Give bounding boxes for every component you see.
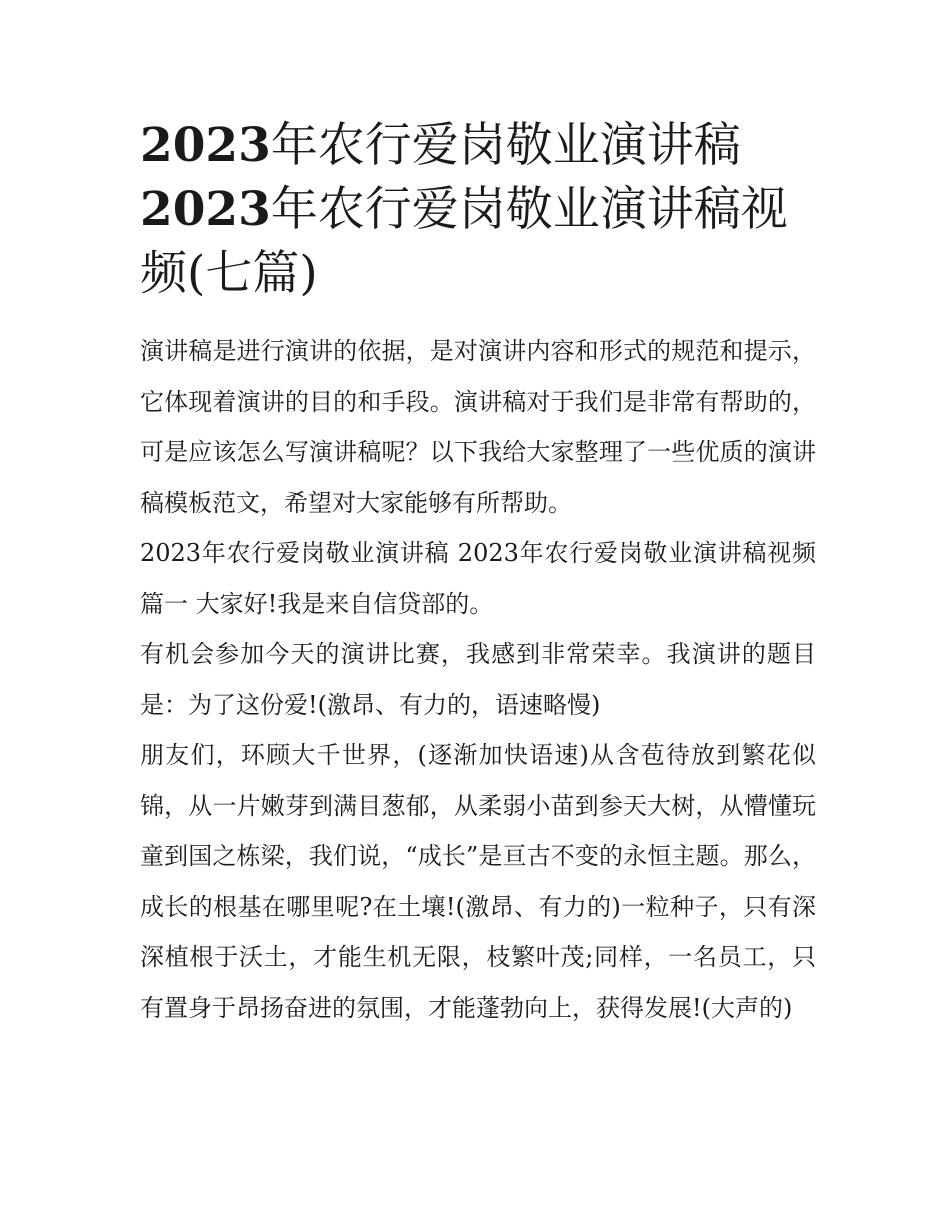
paragraph-topic: 有机会参加今天的演讲比赛，我感到非常荣幸。我演讲的题目是：为了这份爱!(激昂、有力的，语速略慢) [140,640,816,719]
paragraph-intro: 演讲稿是进行演讲的依据，是对演讲内容和形式的规范和提示，它体现着演讲的目的和手段。演讲稿对于我们是非常有帮助的，可是应该怎么写演讲稿呢？以下我给大家整理了一些优质的演讲稿模板范文，希望对大家能够有所帮助。 [140,337,816,517]
document-title [140,114,816,306]
title-year-1: 2023 [140,118,271,173]
paragraph-body: 朋友们，环顾大千世界，(逐渐加快语速)从含苞待放到繁花似锦，从一片嫩芽到满目葱郁，从柔弱小苗到参天大树，从懵懂玩童到国之栋梁，我们说，“成长”是亘古不变的永恒主题。那么，成长的根基在哪里呢?在土壤!(激昂、有力的)一粒种子，只有深深植根于沃土，才能生机无限，枝繁叶茂;同样，一名员工，只有置身于昂扬奋进的氛围，才能蓬勃向上，获得发展!(大声的) [140,741,816,1022]
paragraph-heading: 2023年农行爱岗敬业演讲稿 2023年农行爱岗敬业演讲稿视频篇一 大家好!我是来自信贷部的。 [140,539,816,618]
title-year-2: 2023 [140,182,271,237]
title-line-1: 年农行爱岗敬业演讲稿 [270,118,741,173]
document-page [140,114,816,1033]
title-line-2: 年农行爱岗敬业演讲稿视频(七篇) [140,182,788,301]
